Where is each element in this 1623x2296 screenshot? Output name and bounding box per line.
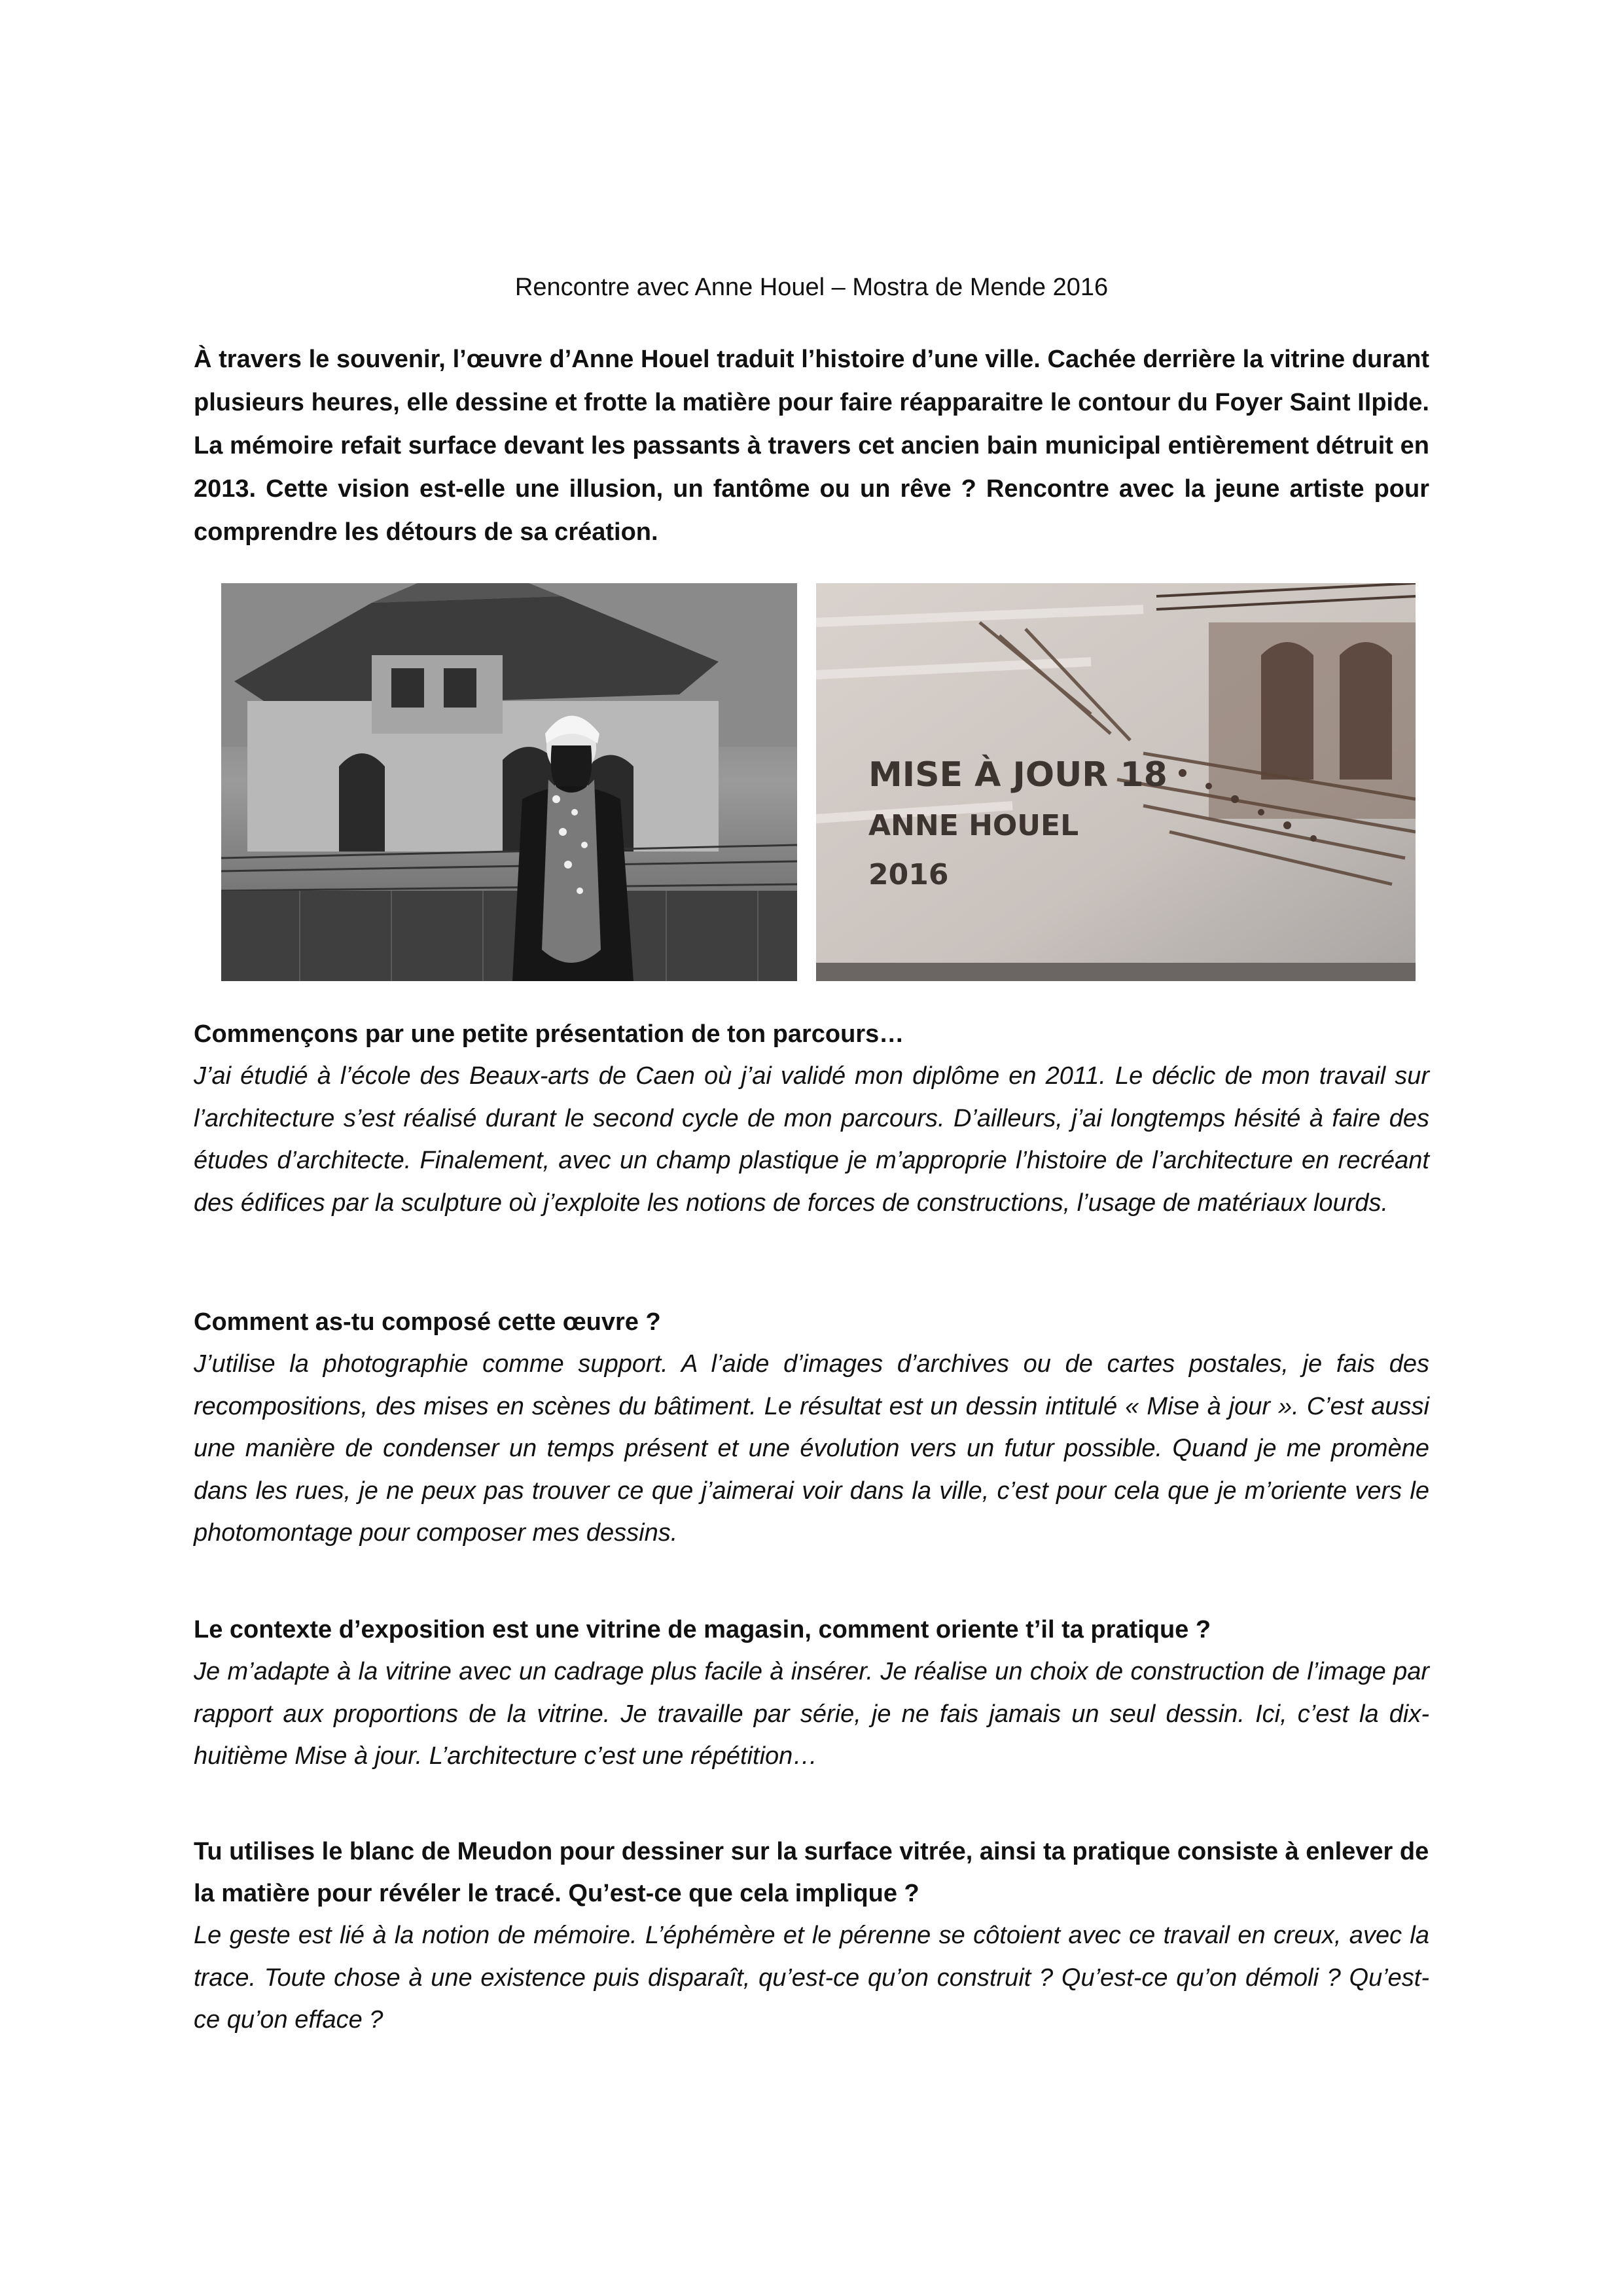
document-title: Rencontre avec Anne Houel – Mostra de Mende 2016 [514,274,1109,301]
qa-block-2 [194,1301,1429,1554]
qa-block-3 [194,1609,1429,1778]
answer-4: Le geste est lié à la notion de mémoire. L’éphémère et le pérenne se côtoient avec ce travail en creux, avec la trace. Toute chose à une existence puis disparaît, qu’est-ce qu’on construit ? Qu’est-ce qu’on démoli ? Qu’est-ce qu’on efface ? [194,1922,1429,2034]
signature-line-3: 2016 [868,858,949,891]
answer-1: J’ai étudié à l’école des Beaux-arts de Caen où j’ai validé mon diplôme en 2011. Le déclic de mon travail sur l’architecture s’est réalisé durant le second cycle de mon parcours. D’ailleurs, j’ai longtemps hésité à faire des études d’architecte. Finalement, avec un champ plastique je m’approprie l’histoire de l’architecture en recréant des édifices par la sculpture où j’exploite les notions de forces de constructions, l’usage de matériaux lourds. [194,1062,1429,1217]
artist-photo [221,583,797,981]
answer-3: Je m’adapte à la vitrine avec un cadrage plus facile à insérer. Je réalise un choix de construction de l’image par rapport aux proportions de la vitrine. Je travaille par série, je ne fais jamais un seul dessin. Ici, c’est la dix-huitième Mise à jour. L’architecture c’est une répétition… [194,1658,1429,1770]
intro-paragraph: À travers le souvenir, l’œuvre d’Anne Houel traduit l’histoire d’une ville. Cachée derrière la vitrine durant plusieurs heures, elle dessine et frotte la matière pour faire réapparaitre le contour du Foyer Saint Ilpide. La mémoire refait surface devant les passants à travers cet ancien bain municipal entièrement détruit en 2013. Cette vision est-elle une illusion, un fantôme ou un rêve ? Rencontre avec la jeune artiste pour comprendre les détours de sa création. [194,346,1429,546]
window-drawing-image [816,583,1416,981]
question-3: Le contexte d’exposition est une vitrine de magasin, comment oriente t’il ta pratique ? [194,1616,1211,1643]
question-1: Commençons par une petite présentation de ton parcours… [194,1020,904,1048]
qa-block-1 [194,1013,1429,1224]
signature-line-2: ANNE HOUEL [868,809,1079,842]
artist-photo-image [221,583,797,981]
question-2: Comment as-tu composé cette œuvre ? [194,1308,661,1336]
question-4: Tu utilises le blanc de Meudon pour dessiner sur la surface vitrée, ainsi ta pratique consiste à enlever de la matière pour révéler le tracé. Qu’est-ce que cela implique ? [194,1838,1429,1907]
window-drawing-photo [816,583,1416,981]
signature-line-1: MISE À JOUR 18 [868,755,1168,795]
qa-block-4 [194,1831,1429,2041]
answer-2: J’utilise la photographie comme support. A l’aide d’images d’archives ou de cartes postales, je fais des recompositions, des mises en scènes du bâtiment. Le résultat est un dessin intitulé « Mise à jour ». C’est aussi une manière de condenser un temps présent et une évolution vers un futur possible. Quand je me promène dans les rues, je ne peux pas trouver ce que j’aimerai voir dans la ville, c’est pour cela que je m’oriente vers le photomontage pour composer mes dessins. [194,1350,1429,1547]
